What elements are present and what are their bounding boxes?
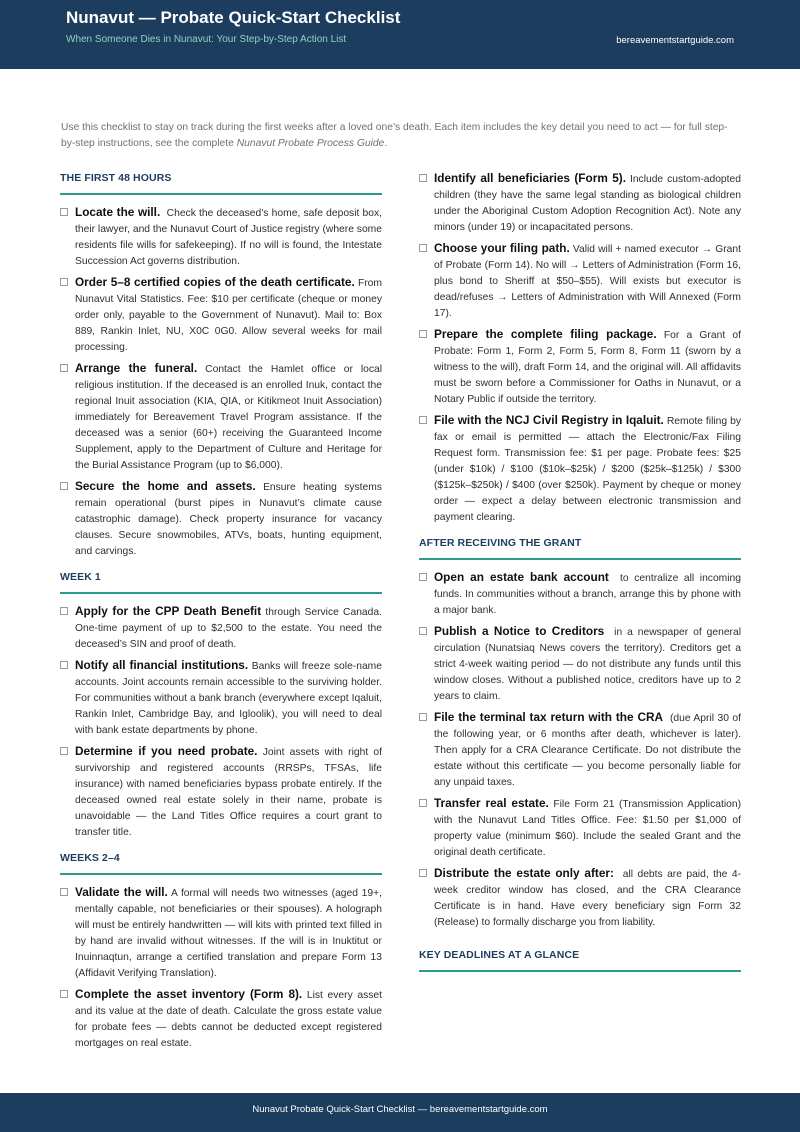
checkbox[interactable] [60, 888, 68, 896]
item-body: Valid will + named executor → Grant of Probate (Form 14). No will → Letters of Administration (Form 16, plus bond to Sheriff at $50–$55). Will exists but executor is dead/refuses → Letters of Administration with Will Annexed (Form 17). [434, 244, 741, 319]
item-body: in a newspaper of general circulation (Nunatsiaq News covers the territory). Creditors get a strict 4-week waiting period — do not distribute any funds until this window closes. Without a published notice, creditors have up to 2 years to claim. [434, 627, 741, 702]
checklist-item [60, 884, 382, 982]
item-body: Contact the Hamlet office or local religious institution. If the deceased is an enrolled Inuk, contact the regional Inuit association (KIA, QIA, or Kitikmeot Inuit Association) immediately for Bereavement Travel Program assistance. If the deceased was a senior (60+) receiving the Guaranteed Income Supplement, apply to the Department of Culture and Heritage for the Burial Assistance Program (up to $6,000). [75, 364, 382, 471]
intro-end: . [384, 138, 388, 149]
item-heading: Transfer real estate. [434, 796, 549, 810]
intro-text: Use this checklist to stay on track during the first weeks after a loved one’s death. Each item includes the key detail you need to act — for full step-by-step instructions, see the complete [61, 122, 728, 149]
checklist-item [60, 986, 382, 1052]
section-title-week-1: WEEK 1 [60, 569, 382, 594]
checklist-item [60, 204, 382, 270]
item-body: all debts are paid, the 4-week creditor window has closed, and the CRA Clearance Certificate is in hand. Have every beneficiary sign Form 32 (Release) to formally discharge you from liability. [434, 869, 741, 928]
checkbox[interactable] [60, 482, 68, 490]
checkbox[interactable] [60, 208, 68, 216]
item-body: A formal will needs two witnesses (aged 19+, mentally capable, not beneficiaries or their spouses). A holograph will must be entirely handwritten — will kits with printed text filled in by hand are invalid without witnesses. If the will is in Inuktitut or Inuinnaqtun, arrange a certified translation and prepare Form 13 (Affidavit Verifying Translation). [75, 888, 382, 979]
item-body: through Service Canada. One-time payment of up to $2,500 to the estate. You need the deceased’s SIN and proof of death. [75, 607, 382, 650]
item-body: For a Grant of Probate: Form 1, Form 2, Form 5, Form 8, Form 11 (sworn by a witness to the will), draft Form 14, and the original will. All affidavits must be sworn before a Commissioner for Oaths in Nunavut, or a Notary Public if outside the territory. [434, 330, 741, 405]
checkbox[interactable] [419, 416, 427, 424]
item-body: to centralize all incoming funds. In communities without a branch, arrange this by phone with a major bank. [434, 573, 742, 616]
checklist-item [419, 795, 741, 861]
page-title: Nunavut — Probate Quick-Start Checklist [66, 8, 401, 27]
checklist-item [419, 623, 741, 705]
checkbox[interactable] [60, 661, 68, 669]
section-title-after-grant: AFTER RECEIVING THE GRANT [419, 535, 741, 560]
item-heading: Distribute the estate only after: [434, 866, 614, 880]
checklist-item [60, 743, 382, 841]
intro-paragraph [61, 120, 741, 152]
item-heading: Determine if you need probate. [75, 744, 258, 758]
item-heading: Prepare the complete filing package. [434, 327, 657, 341]
checkbox[interactable] [419, 244, 427, 252]
checkbox[interactable] [419, 713, 427, 721]
checklist-item [419, 412, 741, 526]
checklist-item [60, 360, 382, 474]
item-heading: Secure the home and assets. [75, 479, 256, 493]
item-heading: Notify all financial institutions. [75, 658, 249, 672]
item-body: From Nunavut Vital Statistics. Fee: $10 per certificate (cheque or money order only, payable to the Government of Nunavut). Mail to: Box 889, Rankin Inlet, NU, X0C 0G0. Allow several weeks for mail processing. [75, 278, 382, 353]
item-heading: Apply for the CPP Death Benefit [75, 604, 262, 618]
checklist-item [419, 170, 741, 236]
checkbox[interactable] [419, 330, 427, 338]
guide-reference: Nunavut Probate Process Guide [236, 138, 385, 149]
section-title-key-deadlines: KEY DEADLINES AT A GLANCE [419, 947, 741, 972]
item-heading: Validate the will. [75, 885, 168, 899]
item-heading: Publish a Notice to Creditors [434, 624, 605, 638]
checkbox[interactable] [60, 278, 68, 286]
section-title-weeks-2-4: WEEKS 2–4 [60, 850, 382, 875]
checkbox[interactable] [419, 799, 427, 807]
checklist-item [60, 274, 382, 356]
page-footer [0, 1093, 800, 1132]
item-heading: Locate the will. [75, 205, 161, 219]
left-column [60, 170, 382, 1056]
item-heading: Choose your filing path. [434, 241, 570, 255]
item-heading: File with the NCJ Civil Registry in Iqaluit. [434, 413, 664, 427]
section-title-first-48-hours: THE FIRST 48 HOURS [60, 170, 382, 195]
checklist-item [60, 478, 382, 560]
checklist-item [60, 657, 382, 739]
checkbox[interactable] [60, 607, 68, 615]
checklist-item [419, 240, 741, 322]
item-body: Banks will freeze sole-name accounts. Joint accounts remain accessible to the surviving holder. For communities without a bank branch (everywhere except Iqaluit, Rankin Inlet, Cambridge Bay, and Igloolik), you will need to deal with bank estate departments by phone. [75, 661, 382, 736]
checklist-item [419, 865, 741, 931]
checkbox[interactable] [60, 747, 68, 755]
item-body: Remote filing by fax or email is permitted — attach the Electronic/Fax Filing Request form. Transmission fee: $1 per page. Probate fees: $25 (under $10k) / $100 ($10k–$25k) / $200 ($25k–$125k) / $300 ($125k–$250k) / $400 (over $250k). Payment by cheque or money order — expect a delay between electronic transmission and payment clearing. [434, 416, 741, 523]
checkbox[interactable] [60, 364, 68, 372]
checklist-item [419, 326, 741, 408]
item-heading: Arrange the funeral. [75, 361, 198, 375]
item-heading: File the terminal tax return with the CRA [434, 710, 664, 724]
item-heading: Open an estate bank account [434, 570, 609, 584]
item-body: Check the deceased’s home, safe deposit box, their lawyer, and the Nunavut Court of Justice registry (where some residents file wills for safekeeping). If no will is found, the Intestate Succession Act governs distribution. [75, 208, 382, 267]
checkbox[interactable] [419, 174, 427, 182]
page-header [0, 0, 800, 69]
item-body: Ensure heating systems remain operational (burst pipes in Nunavut’s climate cause catastrophic damage). Check property insurance for vacancy clauses. Secure snowmobiles, ATVs, boats, hunting equipment, and carvings. [75, 482, 382, 557]
checklist-item [419, 569, 741, 619]
item-body: List every asset and its value at the date of death. Calculate the gross estate value for probate fees — debts cannot be deducted except registered mortgages on real estate. [75, 990, 382, 1049]
checklist-item [60, 603, 382, 653]
item-heading: Complete the asset inventory (Form 8). [75, 987, 303, 1001]
checklist-item [419, 709, 741, 791]
item-body: Include custom-adopted children (they have the same legal standing as biological children under the Aboriginal Custom Adoption Recognition Act). Note any minors (under 19) or incapacitated persons. [434, 174, 741, 233]
checkbox[interactable] [419, 573, 427, 581]
page-subtitle: When Someone Dies in Nunavut: Your Step-by-Step Action List [66, 34, 347, 45]
site-name: bereavementstartguide.com [616, 35, 734, 46]
item-body: (due April 30 of the following year, or 6 months after death, whichever is later). Then apply for a CRA Clearance Certificate. Do not distribute the estate without this certificate — you become personally liable for any unpaid taxes. [434, 713, 741, 788]
right-column [419, 170, 741, 981]
item-heading: Order 5–8 certified copies of the death certificate. [75, 275, 355, 289]
item-body: File Form 21 (Transmission Application) with the Nunavut Land Titles Office. Fee: $1.50 per $1,000 of property value (minimum $60). Include the sealed Grant and the original death certificate. [434, 799, 742, 858]
checkbox[interactable] [419, 869, 427, 877]
item-heading: Identify all beneficiaries (Form 5). [434, 171, 626, 185]
checkbox[interactable] [419, 627, 427, 635]
checkbox[interactable] [60, 990, 68, 998]
item-body: Joint assets with right of survivorship and registered accounts (RRSPs, TFSAs, life insurance) with named beneficiaries bypass probate entirely. If the deceased owned real estate solely in their name, probate is unavoidable — the Land Titles Office requires a court grant to transfer title. [75, 747, 382, 838]
footer-text: Nunavut Probate Quick-Start Checklist — bereavementstartguide.com [252, 1104, 548, 1115]
